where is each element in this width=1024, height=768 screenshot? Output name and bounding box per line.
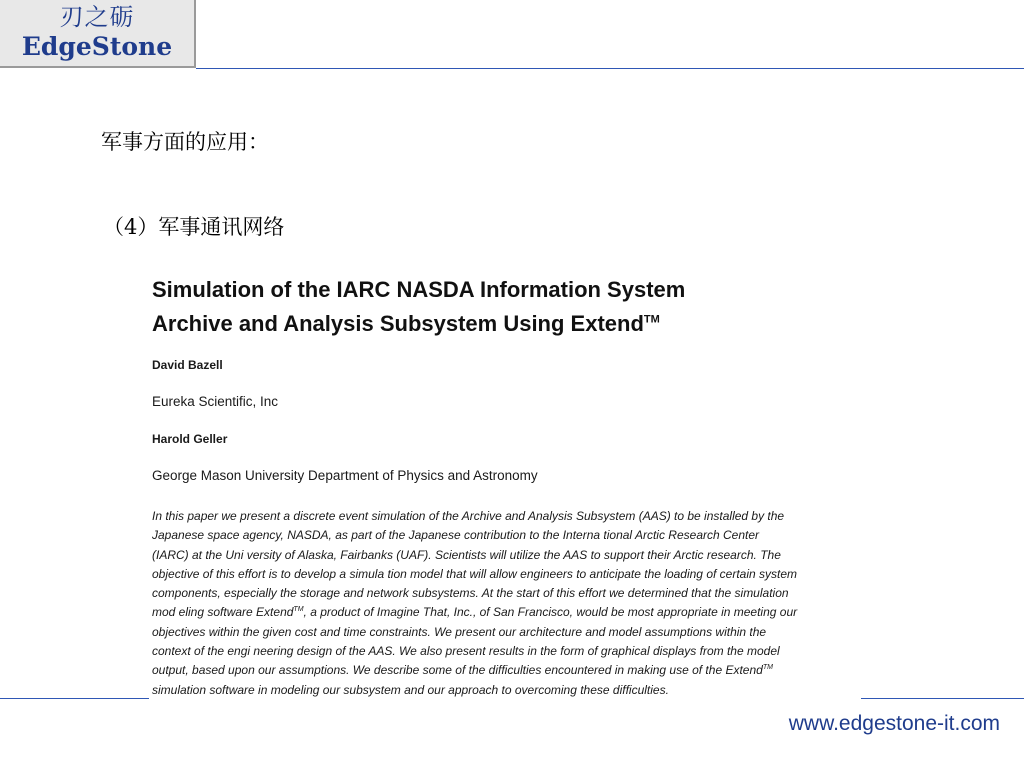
abstract-line: components, especially the storage and network subsystems. At the start of this effort we determined that the simulation [152, 586, 789, 601]
abstract-line: Japanese space agency, NASDA, as part of the Japanese contribution to the Interna tional Arctic Research Center [152, 528, 760, 543]
edgestone-logo [0, 0, 196, 68]
paper-affiliation-1: Eureka Scientific, Inc [152, 394, 279, 409]
abstract-line: objective of this effort is to develop a simula tion model that will allow engineers to anticipate the loading of certain system [152, 566, 798, 581]
header-divider [196, 68, 1024, 69]
trademark-mark: TM [762, 664, 773, 672]
paper-title-line1: Simulation of the IARC NASDA Information System [152, 277, 686, 302]
abstract-line: In this paper we present a discrete event simulation of the Archive and Analysis Subsystem (AAS) to be installed by the [152, 509, 785, 523]
paper-title-line2: Archive and Analysis Subsystem Using Extend [152, 311, 644, 336]
abstract-line-part: , a product of Imagine That, Inc., of San Francisco, would be most appropriate in meeting our [303, 605, 798, 620]
abstract-line: context of the engi neering design of the AAS. We also present results in the form of graphical displays from the model [152, 644, 780, 659]
paper-title [152, 273, 852, 341]
logo-english-text: EdgeStone [21, 32, 173, 61]
abstract-line [152, 661, 858, 680]
footer-divider-left [0, 698, 149, 699]
footer-website-link[interactable]: www.edgestone-it.com [788, 712, 1000, 735]
logo-chinese-text: 刃之砺 [59, 3, 135, 31]
slide-heading: 军事方面的应用： [101, 130, 269, 154]
paper-excerpt-image [149, 264, 861, 700]
paper-author-2: Harold Geller [152, 432, 228, 446]
abstract-line [152, 603, 858, 622]
paper-abstract [152, 507, 858, 700]
footer-divider-right [861, 698, 1024, 699]
abstract-line: objectives within the given cost and time constraints. We present our architecture and model assumptions within the [152, 624, 767, 639]
trademark-mark: TM [293, 606, 304, 614]
abstract-line: simulation software in modeling our subsystem and our approach to overcoming these difficulties. [152, 682, 669, 697]
abstract-line: (IARC) at the Uni versity of Alaska, Fairbanks (UAF). Scientists will utilize the AAS to support their Arctic research. The [152, 547, 781, 562]
trademark-mark: TM [643, 313, 660, 326]
paper-affiliation-2: George Mason University Department of Physics and Astronomy [152, 468, 538, 483]
paper-author-1: David Bazell [152, 358, 223, 372]
slide-subheading: （4）军事通讯网络 [103, 215, 285, 239]
abstract-line-part: mod eling software Extend [152, 605, 294, 620]
abstract-line-part: output, based upon our assumptions. We describe some of the difficulties encountered in making use of the Extend [152, 663, 763, 678]
